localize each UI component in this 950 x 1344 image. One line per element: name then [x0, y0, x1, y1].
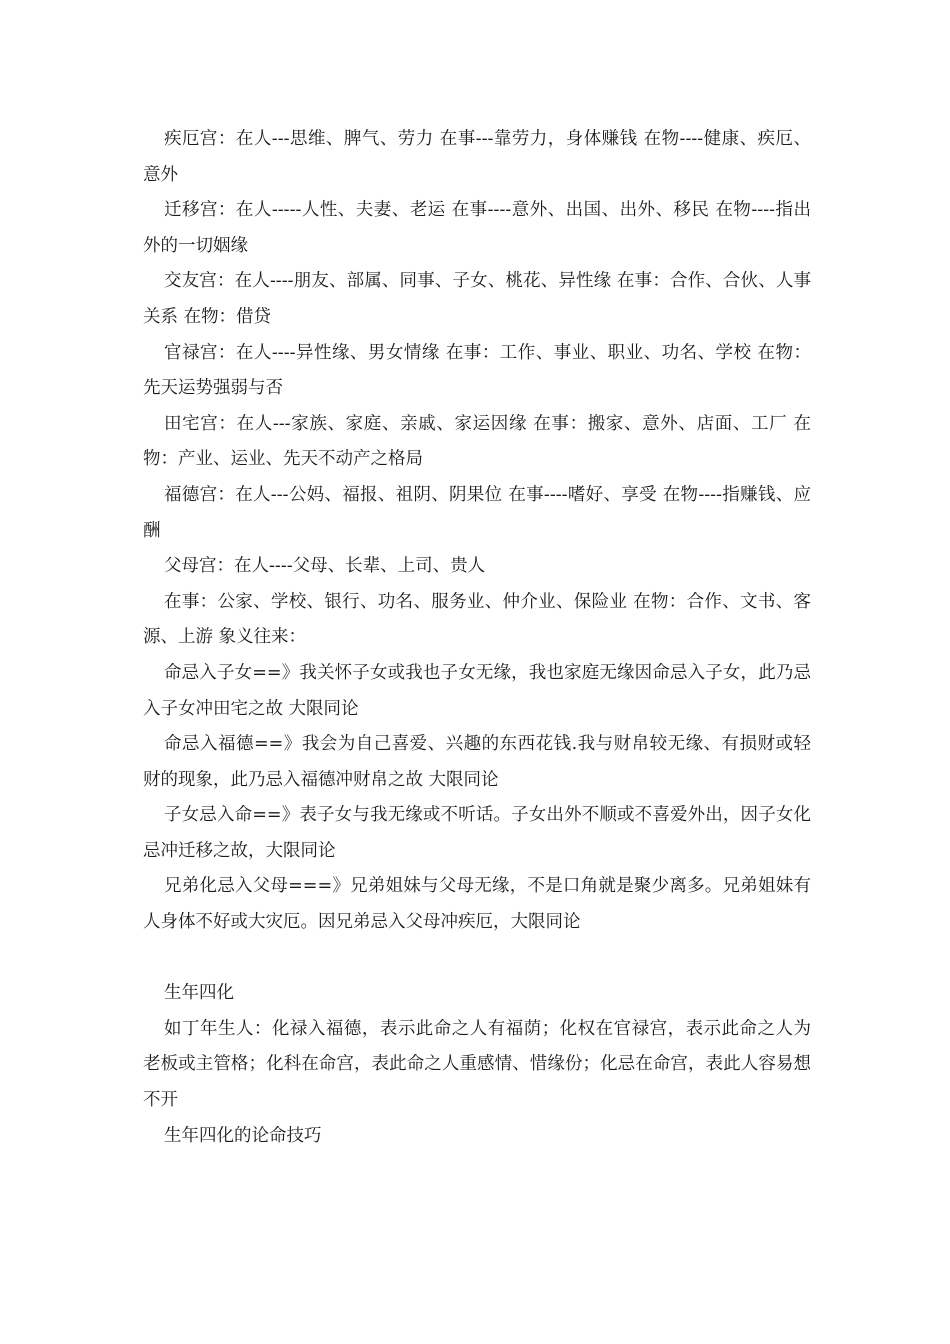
paragraph-guanlu-palace: 官禄宫：在人----异性缘、男女情缘 在事：工作、事业、职业、功名、学校 在物：先天运势强弱与否	[143, 342, 811, 399]
paragraph-fude-palace: 福德宫：在人---公妈、福报、祖阴、阴果位 在事----嗜好、享受 在物----指赚钱、应酬	[143, 484, 811, 541]
paragraph-ding-year-example: 如丁年生人：化禄入福德，表示此命之人有福荫；化权在官禄宫，表示此命之人为老板或主管格；化科在命宫，表此命之人重感情、惜缘份；化忌在命宫，表此人容易想不开	[143, 1018, 811, 1111]
paragraph-xiongdi-ji-fumu: 兄弟化忌入父母===》兄弟姐妹与父母无缘，不是口角就是聚少离多。兄弟姐妹有人身体不好或大灾厄。因兄弟忌入父母冲疾厄，大限同论	[143, 876, 811, 933]
paragraph-ming-ji-fude: 命忌入福德==》我会为自己喜爱、兴趣的东西花钱.我与财帛较无缘、有损财或轻财的现象，此乃忌入福德冲财帛之故 大限同论	[143, 734, 811, 790]
section-heading-shengnian-sihua: 生年四化	[164, 983, 234, 1004]
paragraph-qianyi-palace: 迁移宫：在人-----人性、夫妻、老运 在事----意外、出国、出外、移民 在物----指出外的一切姻缘	[143, 200, 811, 256]
paragraph-jie-palace: 疾厄宫：在人---思维、脾气、劳力 在事---靠劳力，身体赚钱 在物----健康、疾厄、意外	[143, 129, 811, 185]
paragraph-jiaoyou-palace: 交友宫：在人----朋友、部属、同事、子女、桃花、异性缘 在事：合作、合伙、人事关系 在物：借贷	[143, 271, 811, 327]
paragraph-ming-ji-zinv: 命忌入子女==》我关怀子女或我也子女无缘，我也家庭无缘因命忌入子女，此乃忌入子女冲田宅之故 大限同论	[143, 662, 811, 719]
paragraph-fumu-palace: 父母宫：在人----父母、长辈、上司、贵人	[164, 556, 486, 577]
paragraph-zinv-ji-ming: 子女忌入命==》表子女与我无缘或不听话。子女出外不顺或不喜爱外出，因子女化忌冲迁移之故，大限同论	[143, 805, 811, 861]
blank-line	[143, 941, 811, 977]
section-heading-sihua-techniques: 生年四化的论命技巧	[164, 1125, 322, 1146]
document-body	[143, 122, 811, 1154]
paragraph-fumu-affairs: 在事：公家、学校、银行、功名、服务业、仲介业、保险业 在物：合作、文书、客源、上游 象义往来：	[143, 591, 811, 648]
paragraph-tianzhai-palace: 田宅宫：在人---家族、家庭、亲戚、家运因缘 在事：搬家、意外、店面、工厂 在物：产业、运业、先天不动产之格局	[143, 413, 811, 470]
